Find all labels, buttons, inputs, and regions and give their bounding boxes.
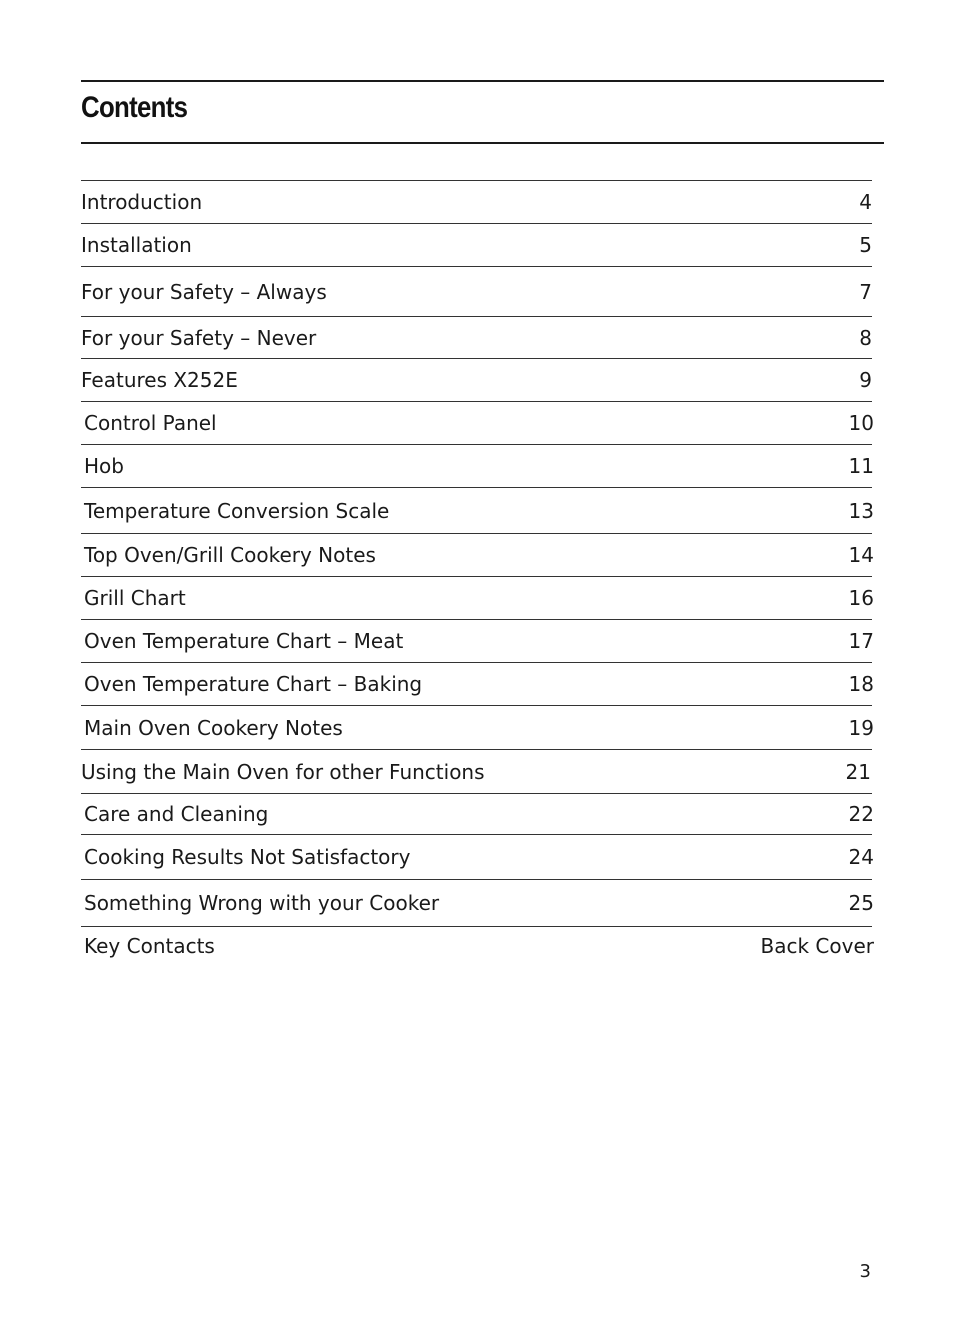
toc-entry-page: 16 — [848, 586, 874, 610]
toc-row[interactable] — [81, 224, 872, 267]
toc-row[interactable] — [81, 927, 872, 965]
toc-entry-page: 21 — [845, 759, 871, 784]
toc-entry-page: 24 — [848, 845, 874, 869]
toc-entry-page: 11 — [848, 454, 874, 478]
toc-entry-page: 5 — [859, 233, 872, 257]
toc-entry-page: 4 — [859, 190, 872, 214]
table-of-contents — [81, 180, 872, 965]
toc-row[interactable] — [81, 880, 872, 927]
page-title: Contents — [81, 91, 188, 124]
toc-entry-page: 18 — [848, 672, 874, 696]
toc-entry-title: Oven Temperature Chart – Baking — [84, 672, 423, 696]
toc-row[interactable] — [81, 267, 872, 317]
top-rule — [81, 80, 884, 82]
toc-entry-title: Control Panel — [84, 411, 217, 435]
toc-entry-page: 8 — [859, 325, 872, 350]
toc-entry-title: For your Safety – Never — [81, 325, 317, 350]
toc-entry-title: Using the Main Oven for other Functions — [81, 759, 485, 784]
toc-row[interactable] — [81, 620, 872, 663]
toc-entry-title: Temperature Conversion Scale — [84, 498, 390, 523]
toc-entry-page: 25 — [848, 891, 874, 915]
toc-entry-title: Grill Chart — [84, 586, 186, 610]
page-number: 3 — [859, 1261, 871, 1282]
toc-entry-title: Key Contacts — [84, 934, 215, 958]
toc-entry-title: For your Safety – Always — [81, 279, 327, 304]
toc-entry-page: 19 — [848, 715, 874, 740]
toc-entry-page: 22 — [848, 802, 874, 826]
toc-entry-page: 17 — [848, 629, 874, 653]
toc-row[interactable] — [81, 317, 872, 359]
toc-entry-title: Introduction — [81, 190, 203, 214]
title-underline-rule — [81, 142, 884, 144]
toc-entry-title: Care and Cleaning — [84, 802, 269, 826]
toc-row[interactable] — [81, 402, 872, 445]
toc-row[interactable] — [81, 794, 872, 835]
toc-entry-title: Hob — [84, 454, 124, 478]
toc-row[interactable] — [81, 534, 872, 577]
toc-entry-title: Something Wrong with your Cooker — [84, 891, 440, 915]
toc-entry-title: Installation — [81, 233, 192, 257]
toc-entry-title: Cooking Results Not Satisfactory — [84, 845, 411, 869]
toc-entry-page: 10 — [848, 411, 874, 435]
toc-row[interactable] — [81, 488, 872, 534]
toc-entry-title: Top Oven/Grill Cookery Notes — [84, 543, 376, 567]
toc-entry-title: Features X252E — [81, 368, 238, 392]
toc-entry-page: 7 — [859, 279, 872, 304]
toc-entry-page: 14 — [848, 543, 874, 567]
toc-row[interactable] — [81, 706, 872, 750]
toc-entry-title: Main Oven Cookery Notes — [84, 715, 343, 740]
toc-row[interactable] — [81, 663, 872, 706]
toc-entry-page: 9 — [859, 368, 872, 392]
toc-entry-page: 13 — [848, 498, 874, 523]
toc-row[interactable] — [81, 359, 872, 402]
toc-row[interactable] — [81, 750, 872, 794]
toc-row[interactable] — [81, 835, 872, 880]
toc-entry-title: Oven Temperature Chart – Meat — [84, 629, 404, 653]
toc-row[interactable] — [81, 181, 872, 224]
toc-row[interactable] — [81, 445, 872, 488]
toc-row[interactable] — [81, 577, 872, 620]
toc-entry-page: Back Cover — [760, 934, 874, 958]
